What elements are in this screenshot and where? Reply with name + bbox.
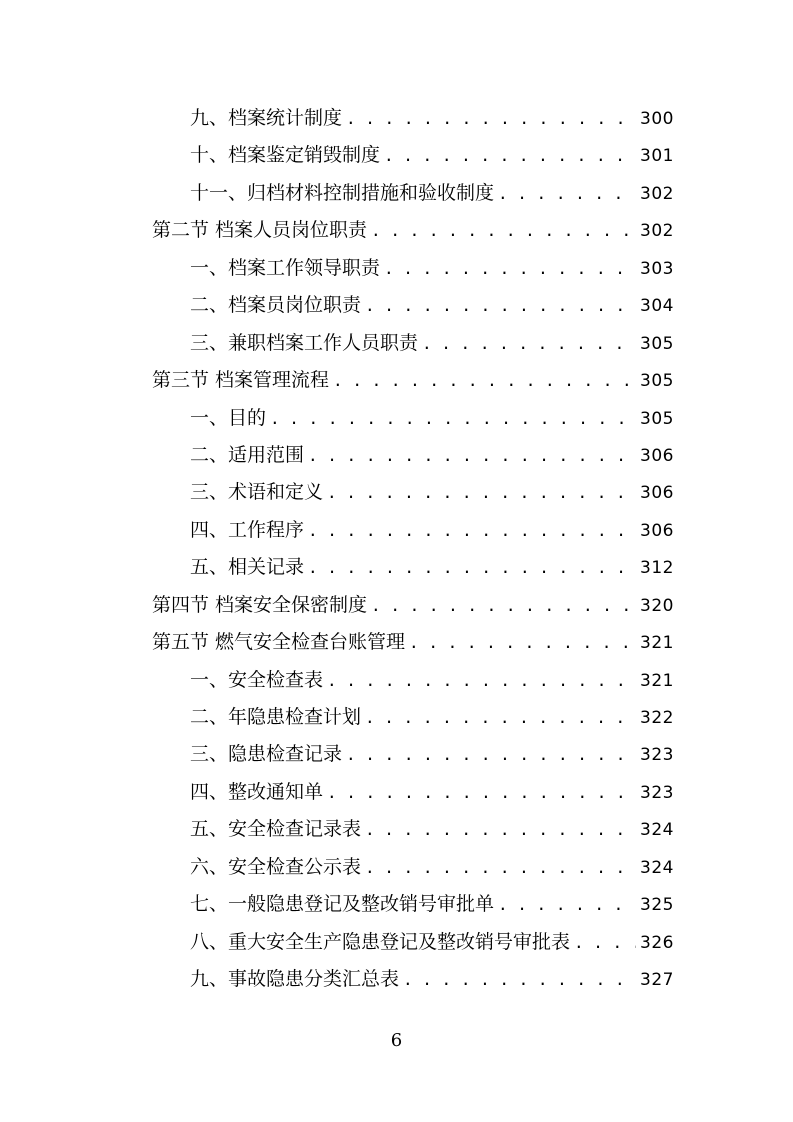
toc-leader-dots: [498, 891, 636, 919]
toc-entry[interactable]: [152, 141, 674, 178]
toc-entry-page: 321: [640, 633, 674, 654]
toc-entry-page: 320: [640, 595, 674, 616]
toc-entry[interactable]: [152, 928, 674, 965]
toc-leader-dots: [403, 966, 636, 994]
toc-section-entry[interactable]: [152, 591, 674, 628]
toc-entry-page: 323: [640, 782, 674, 803]
toc-leader-dots: [365, 704, 636, 732]
toc-entry-label: 一、档案工作领导职责: [190, 256, 381, 279]
toc-leader-dots: [574, 929, 636, 957]
toc-entry-label: 七、一般隐患登记及整改销号审批单: [190, 893, 495, 916]
toc-entry[interactable]: [152, 254, 674, 291]
toc-entry-page: 323: [640, 745, 674, 766]
toc-leader-dots: [371, 217, 636, 245]
toc-entry[interactable]: [152, 703, 674, 740]
toc-entry-page: 321: [640, 670, 674, 691]
toc-entry[interactable]: [152, 404, 674, 441]
toc-entry-label: 一、目的: [190, 406, 267, 429]
toc-entry-page: 301: [640, 146, 674, 167]
toc-entry-label: 十一、归档材料控制措施和验收制度: [190, 181, 495, 204]
toc-entry[interactable]: [152, 965, 674, 1002]
toc-leader-dots: [327, 479, 636, 507]
toc-entry-label: 第五节 燃气安全检查台账管理: [152, 631, 406, 654]
toc-entry-page: 325: [640, 895, 674, 916]
toc-entry-page: 306: [640, 520, 674, 541]
toc-entry[interactable]: [152, 853, 674, 890]
toc-entry-label: 二、适用范围: [190, 443, 305, 466]
toc-leader-dots: [327, 779, 636, 807]
toc-entry-page: 306: [640, 445, 674, 466]
toc-leader-dots: [333, 367, 636, 395]
toc-entry-page: 305: [640, 333, 674, 354]
toc-entry[interactable]: [152, 291, 674, 328]
toc-entry-page: 303: [640, 258, 674, 279]
toc-entry-page: 322: [640, 708, 674, 728]
toc-section-entry[interactable]: [152, 628, 674, 665]
toc-entry-label: 三、术语和定义: [190, 481, 324, 504]
toc-leader-dots: [365, 854, 636, 882]
page-number: 6: [390, 1030, 403, 1051]
toc-entry-label: 第三节 档案管理流程: [152, 369, 330, 392]
toc-entry[interactable]: [152, 815, 674, 852]
toc-entry-page: 302: [640, 183, 674, 204]
toc-entry-page: 305: [640, 371, 674, 392]
toc-leader-dots: [308, 517, 636, 545]
toc-entry-page: 327: [640, 970, 674, 991]
toc-entry-label: 二、年隐患检查计划: [190, 706, 362, 728]
toc-section-entry[interactable]: [152, 216, 674, 253]
toc-leader-dots: [346, 741, 636, 769]
toc-entry-label: 四、整改通知单: [190, 780, 324, 803]
table-of-contents: [152, 104, 674, 1003]
toc-entry-label: 第四节 档案安全保密制度: [152, 593, 368, 616]
toc-leader-dots: [409, 629, 636, 657]
toc-leader-dots: [327, 667, 636, 695]
toc-entry-page: 324: [640, 820, 674, 841]
toc-entry-page: 306: [640, 483, 674, 504]
toc-entry-label: 第二节 档案人员岗位职责: [152, 219, 368, 242]
toc-entry[interactable]: [152, 778, 674, 815]
toc-entry[interactable]: [152, 441, 674, 478]
toc-section-entry[interactable]: [152, 366, 674, 403]
toc-entry[interactable]: [152, 666, 674, 703]
toc-entry-label: 九、事故隐患分类汇总表: [190, 968, 400, 991]
toc-entry[interactable]: [152, 478, 674, 515]
toc-entry[interactable]: [152, 890, 674, 927]
toc-entry[interactable]: [152, 329, 674, 366]
toc-leader-dots: [346, 105, 636, 133]
toc-leader-dots: [270, 405, 636, 433]
toc-entry[interactable]: [152, 104, 674, 141]
toc-entry[interactable]: [152, 516, 674, 553]
toc-leader-dots: [498, 180, 636, 208]
toc-entry-label: 四、工作程序: [190, 518, 305, 541]
toc-entry-page: 305: [640, 408, 674, 429]
toc-entry-label: 五、安全检查记录表: [190, 818, 362, 841]
toc-leader-dots: [384, 142, 636, 170]
toc-leader-dots: [371, 592, 636, 620]
toc-entry-label: 一、安全检查表: [190, 668, 324, 691]
toc-leader-dots: [308, 442, 636, 470]
toc-entry-label: 二、档案员岗位职责: [190, 294, 362, 317]
toc-entry-page: 324: [640, 857, 674, 878]
toc-entry-page: 302: [640, 221, 674, 242]
toc-entry-page: 312: [640, 558, 674, 579]
toc-entry[interactable]: [152, 740, 674, 777]
toc-leader-dots: [365, 816, 636, 844]
toc-entry-label: 六、安全检查公示表: [190, 855, 362, 878]
toc-entry-label: 八、重大安全生产隐患登记及整改销号审批表: [190, 930, 571, 953]
toc-entry-page: 304: [640, 296, 674, 317]
toc-leader-dots: [308, 554, 636, 582]
toc-entry[interactable]: [152, 553, 674, 590]
toc-leader-dots: [384, 255, 636, 283]
toc-entry-label: 十、档案鉴定销毁制度: [190, 144, 381, 167]
toc-leader-dots: [422, 330, 636, 358]
toc-entry[interactable]: [152, 179, 674, 216]
toc-entry-label: 三、兼职档案工作人员职责: [190, 331, 419, 354]
toc-leader-dots: [365, 292, 636, 320]
toc-entry-label: 五、相关记录: [190, 556, 305, 579]
toc-entry-page: 300: [640, 109, 674, 129]
toc-entry-page: 326: [640, 932, 674, 953]
toc-entry-label: 九、档案统计制度: [190, 107, 343, 129]
toc-entry-label: 三、隐患检查记录: [190, 743, 343, 766]
